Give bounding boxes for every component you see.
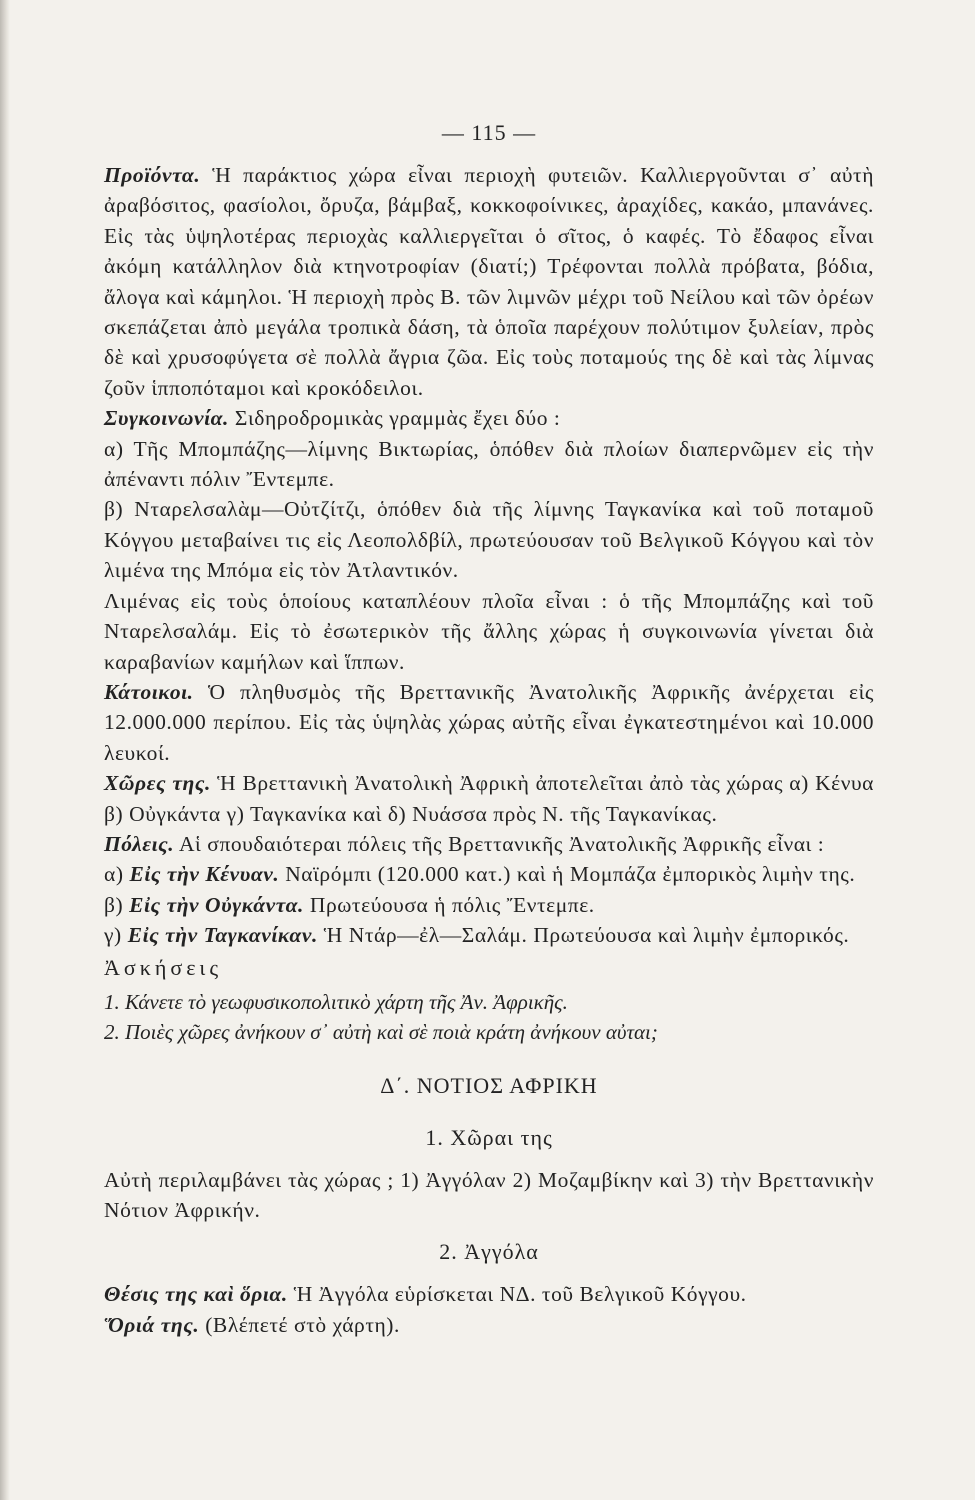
exercise-item-1: 1. Κάνετε τὸ γεωφυσικοπολιτικὸ χάρτη τῆς Ἀν. Ἀφρικῆς. — [104, 989, 568, 1014]
inhabitants-lead: Κάτοικοι. — [104, 679, 194, 704]
cities-b-prefix: β) — [104, 892, 130, 917]
cities-c-text: Ἡ Ντάρ—ἐλ—Σαλάμ. Πρωτεύουσα καὶ λιμὴν ἐμπορικός. — [317, 923, 850, 948]
communication-ports: Λιμένας εἰς τοὺς ὁποίους καταπλέουν πλοῖα εἶναι : ὁ τῆς Μπομπάζης καὶ τοῦ Νταρελσαλάμ. Εἰς τὸ ἐσωτερικὸν τῆς ἄλλης χώρας ἡ συγκοινωνία γίνεται διὰ καραβανίων καμήλων καὶ ἵππων. — [104, 588, 874, 674]
communication-text: Σιδηροδρομικὰς γραμμὰς ἔχει δύο : — [228, 406, 561, 431]
communication-lead: Συγκοινωνία. — [104, 406, 229, 431]
exercises-heading: Ἀσκήσεις — [104, 954, 223, 980]
page-edge-shadow — [0, 0, 10, 1500]
cities-a-text: Ναϊρόμπι (120.000 κατ.) καὶ ἡ Μομπάζα ἐμπορικὸς λιμὴν της. — [279, 862, 856, 887]
cities-c-lead: Εἰς τὴν Ταγκανίκαν. — [127, 923, 318, 948]
products-lead: Προϊόντα. — [104, 163, 201, 187]
borders-text: (Βλέπετέ στὸ χάρτη). — [199, 1312, 400, 1337]
page-number: — 115 — — [441, 120, 537, 145]
countries-lead: Χῶρες της. — [104, 771, 211, 796]
cities-a-lead: Εἰς τὴν Κένυαν. — [129, 862, 280, 887]
document-page — [104, 120, 874, 1340]
borders-lead: Ὅριά της. — [104, 1312, 200, 1337]
countries-text: Ἡ Βρεττανικὴ Ἀνατολικὴ Ἀφρικὴ ἀποτελεῖται ἀπὸ τὰς χώρας α) Κένυα β) Οὐγκάντα γ) Ταγκανίκα καὶ δ) Νυάσσα πρὸς Ν. τῆς Ταγκανίκας. — [104, 771, 874, 826]
cities-lead: Πόλεις. — [104, 831, 175, 856]
paragraph-position — [104, 1279, 874, 1309]
paragraph-borders — [104, 1310, 874, 1340]
inhabitants-text: Ὁ πληθυσμὸς τῆς Βρεττανικῆς Ἀνατολικῆς Ἀφρικῆς ἀνέρχεται εἰς 12.000.000 περίπου. Εἰς τὰς ὑψηλὰς χώρας αὐτῆς εἶναι ἐγκατεστημένοι καὶ 10.000 λευκοί. — [104, 679, 874, 765]
exercise-item-2: 2. Ποιὲς χῶρες ἀνήκουν σ᾽ αὐτὴ καὶ σὲ ποιὰ κράτη ἀνήκουν αὐται; — [104, 1019, 658, 1044]
section-2-title: 2. Ἀγγόλα — [439, 1239, 539, 1265]
cities-a-prefix: α) — [104, 862, 130, 887]
cities-c-prefix: γ) — [104, 923, 128, 948]
paragraph-cities — [104, 829, 874, 859]
products-text: Ἡ παράκτιος χώρα εἶναι περιοχὴ φυτειῶν. Καλλιεργοῦνται σ᾽ αὐτὴ ἀραβόσιτος, φασίολοι, ὄρυζα, βάμβαξ, κοκκοφοίνικες, ἀραχίδες, κακάο, μπανάνες. Εἰς τὰς ὑψηλοτέρας περιοχὰς καλλιεργεῖται ὁ σῖτος, ὁ καφές. Τὸ ἔδαφος εἶναι ἀκόμη κατάλληλον διὰ κτηνοτροφίαν (διατί;) Τρέφονται πολλὰ πρόβατα, βόδια, ἄλογα καὶ κάμηλοι. Ἡ περιοχὴ πρὸς Β. τῶν λιμνῶν μέχρι τοῦ Νείλου καὶ τῶν ὀρέων σκεπάζεται ἀπὸ μεγάλα τροπικὰ δάση, τὰ ὁποῖα παρέχουν πολύτιμον ξυλείαν, πρὸς δὲ καὶ χρυσοφύγετα σὲ πολλὰ ἄγρια ζῶα. Εἰς τοὺς ποταμούς της δὲ καὶ τὰς λίμνας ζοῦν ἱπποπόταμοι καὶ κροκόδειλοι. — [104, 163, 875, 400]
position-lead: Θέσις της καὶ ὅρια. — [104, 1282, 288, 1307]
cities-b-text: Πρωτεύουσα ἡ πόλις Ἔντεμπε. — [303, 892, 595, 917]
communication-item-b: β) Νταρελσαλὰμ—Οὐτζίτζι, ὁπόθεν διὰ τῆς λίμνης Ταγκανίκα καὶ τοῦ ποταμοῦ Κόγγου μεταβαίνει τις εἰς Λεοπολδβίλ, πρωτεύουσαν τοῦ Βελγικοῦ Κόγγου καὶ τὸν λιμένα της Μπόμα εἰς τὸν Ἀτλαντικόν. — [104, 497, 874, 583]
chapter-title: Δ΄. ΝΟΤΙΟΣ ΑΦΡΙΚΗ — [380, 1072, 598, 1098]
paragraph-communication — [104, 403, 874, 433]
position-text: Ἡ Ἀγγόλα εὑρίσκεται ΝΔ. τοῦ Βελγικοῦ Κόγγου. — [287, 1282, 747, 1307]
cities-item-b — [104, 890, 874, 920]
section-1-title: 1. Χῶραι της — [425, 1124, 553, 1150]
cities-item-c — [104, 920, 874, 950]
communication-item-a: α) Τῆς Μπομπάζης—λίμνης Βικτωρίας, ὁπόθεν διὰ πλοίων διαπερνῶμεν εἰς τὴν ἀπέναντι πόλιν Ἔντεμπε. — [104, 436, 874, 492]
paragraph-countries — [104, 768, 874, 829]
cities-item-a — [104, 859, 874, 889]
cities-b-lead: Εἰς τὴν Οὐγκάντα. — [129, 892, 304, 917]
paragraph-inhabitants — [104, 677, 874, 768]
section-1-text: Αὐτὴ περιλαμβάνει τὰς χώρας ; 1) Ἀγγόλαν 2) Μοζαμβίκην καὶ 3) τὴν Βρεττανικὴν Νότιον Ἀφρικήν. — [104, 1167, 874, 1222]
paragraph-products — [104, 160, 874, 403]
cities-text: Αἱ σπουδαιότεραι πόλεις τῆς Βρεττανικῆς Ἀνατολικῆς Ἀφρικῆς εἶναι : — [174, 831, 825, 856]
